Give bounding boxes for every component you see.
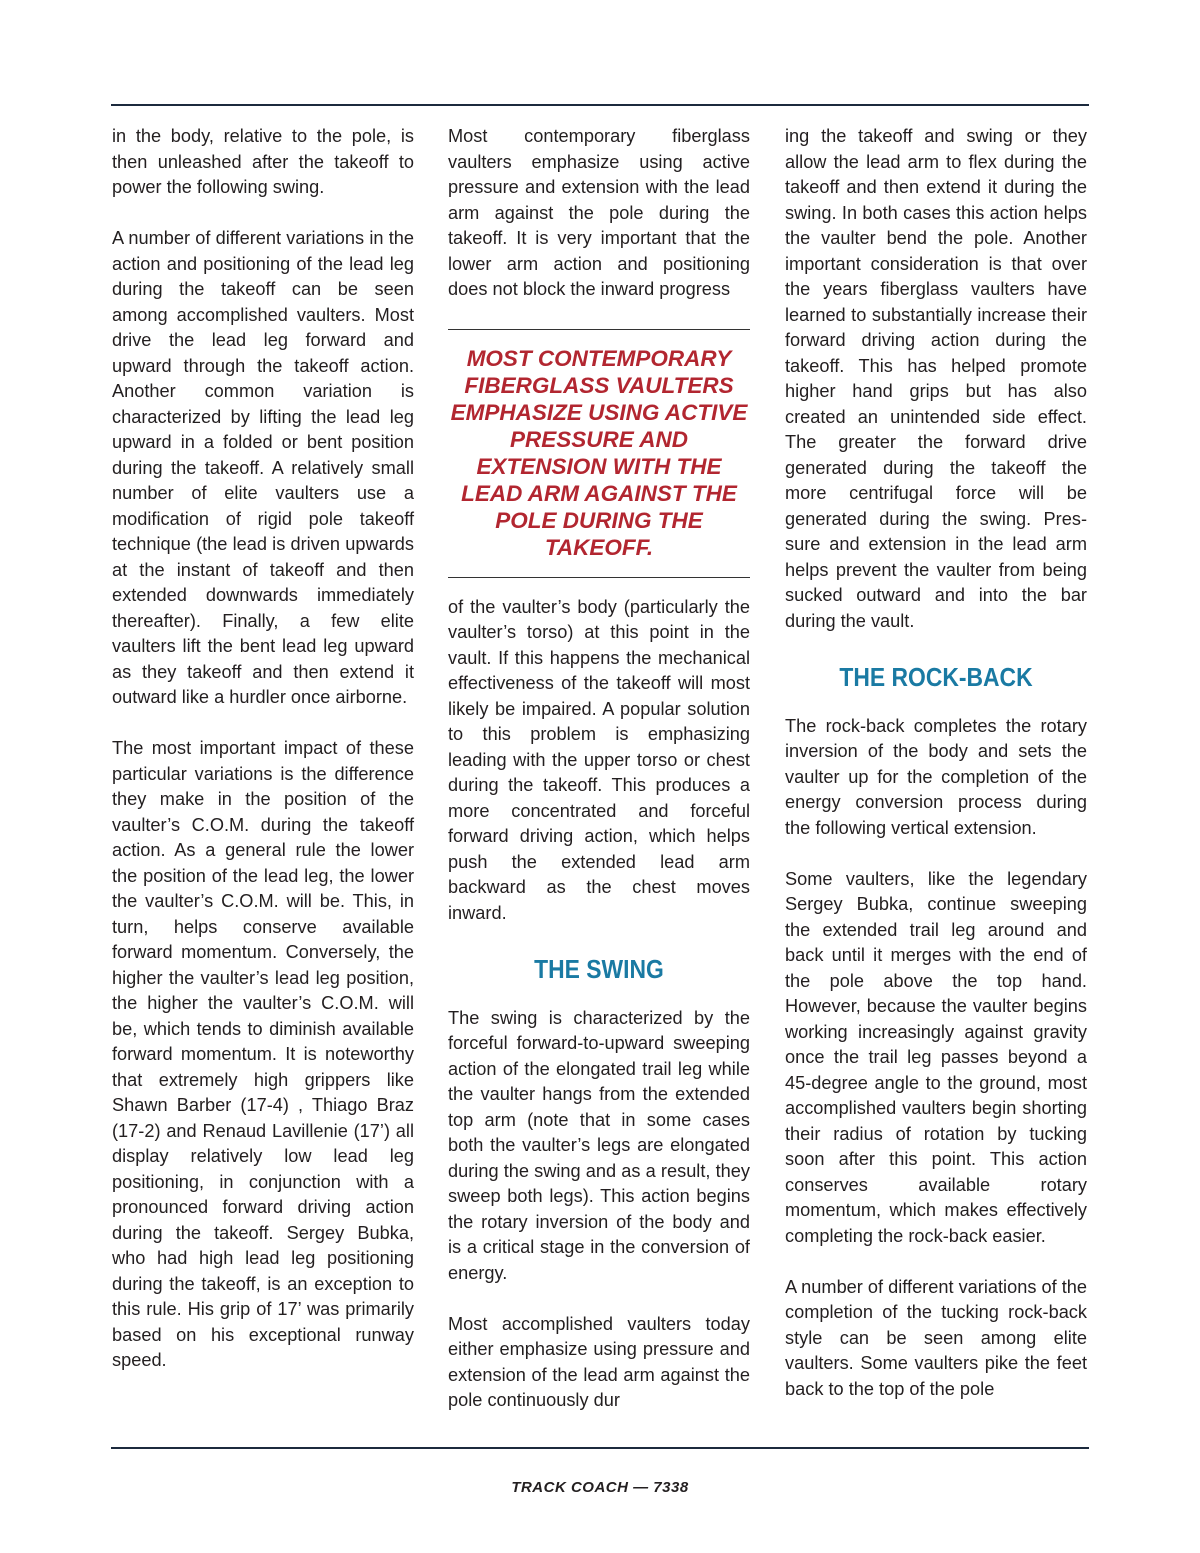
- body-paragraph: A number of different variations in the action and positioning of the lead leg during the takeoff can be seen among accomplished vaulters. Most drive the lead leg forward and upward through the takeoff action. Another common variation is characterized by lifting the lead leg upward in a folded or bent position during the takeoff. A relatively small number of elite vaulters use a modification of rigid pole takeoff technique (the lead is driven upwards at the instant of takeoff and then extended downwards immediately thereafter). Finally, a few elite vaulters lift the bent lead leg upward as they takeoff and then extend it outward like a hurdler once airborne.: [112, 228, 414, 707]
- body-paragraph: The swing is characterized by the forceful forward-to-upward sweeping action of the elongated trail leg while the vaulter hangs from the extended top arm (note that in some cases both the vaulter’s legs are elongated during the swing and as a result, they sweep both legs). This action begins the rotary inversion of the body and is a critical stage in the conversion of energy.: [448, 1007, 750, 1283]
- body-paragraph: The most important impact of these particular variations is the difference they make in the position of the vaulter’s C.O.M. during the takeoff action. As a general rule the lower the position of the lead leg, the lower the vaulter’s C.O.M. will be. This, in turn, helps conserve available forward momentum. Conversely, the higher the vaulter’s lead leg position, the higher the vaulter’s C.O.M. will be, which tends to diminish available forward momentum. It is noteworthy that extremely high grippers like Shawn Barber (17-4) , Thiago Braz (17-2) and Renaud Lavillenie (17’) all display relatively low lead leg positioning, in conjunction with a pronounced forward driving action during the takeoff. Sergey Bubka, who had high lead leg positioning during the takeoff, is an exception to this rule. His grip of 17’ was primarily based on his exceptional runway speed.: [112, 738, 414, 1370]
- body-paragraph: A number of different variations of the completion of the tucking rock-back style can be seen among elite vaulters. Some vaulters pike the feet back to the top of the pole: [785, 1276, 1087, 1399]
- body-paragraph: of the vaulter’s body (particularly the vaulter’s torso) at this point in the vault. If this happens the mechanical effectiveness of the takeoff will most likely be impaired. A popular solution to this problem is emphasizing leading with the upper torso or chest during the takeoff. This produces a more concentrated and forceful forward driving action, which helps push the extended lead arm backward as the chest moves inward.: [448, 596, 750, 923]
- section-heading-swing: THE SWING: [534, 953, 664, 984]
- body-paragraph: in the body, relative to the pole, is then unleashed after the takeoff to power the following swing.: [112, 126, 414, 197]
- column-2: [448, 124, 750, 1414]
- body-paragraph: The rock-back completes the rotary inversion of the body and sets the vaulter up for the completion of the energy conversion process during the following vertical extension.: [785, 715, 1087, 838]
- body-paragraph: Some vaulters, like the legendary Sergey Bubka, continue sweeping the extended trail leg around and back until it merges with the end of the pole above the top hand. However, because the vaulter begins working increasingly against gravity once the trail leg passes beyond a 45-degree angle to the ground, most accomplished vaulters begin shorting their radius of rotation by tucking soon after this point. This action conserves available rotary momentum, which makes effectively completing the rock-back easier.: [785, 868, 1087, 1246]
- body-paragraph: ing the takeoff and swing or they allow the lead arm to flex during the takeoff and then extend it during the swing. In both cases this action helps the vaulter bend the pole. Another important consideration is that over the years fiberglass vaulters have learned to substantially increase their forward driving action during the takeoff. This has helped promote higher hand grips but has also created an unintended side effect. The greater the forward drive generated during the takeoff the more centrifugal force will be generated during the swing. Pressure and extension in the lead arm helps prevent the vaulter from being sucked outward and into the bar during the vault.: [785, 126, 1087, 631]
- column-1: [112, 124, 414, 1374]
- top-rule: [111, 104, 1089, 106]
- bottom-rule: [111, 1447, 1089, 1449]
- body-paragraph: Most contemporary fiberglass vaulters emphasize using active pressure and extension with the lead arm against the pole during the takeoff. It is very important that the lower arm action and positioning does not block the inward progress: [448, 126, 750, 299]
- column-3: [785, 124, 1087, 1402]
- page-footer: TRACK COACH — 7338: [511, 1479, 689, 1496]
- pull-quote: MOST CONTEMPORARY FIBERGLASS VAULTERS EMPHASIZE USING ACTIVE PRESSURE AND EXTENSION WITH THE LEAD ARM AGAINST THE POLE DURING THE TAKEOFF.: [448, 329, 750, 578]
- body-paragraph: Most accomplished vaulters today either emphasize using pressure and extension of the lead arm against the pole continuously dur: [448, 1313, 750, 1410]
- section-heading-rock-back: THE ROCK-BACK: [839, 661, 1033, 692]
